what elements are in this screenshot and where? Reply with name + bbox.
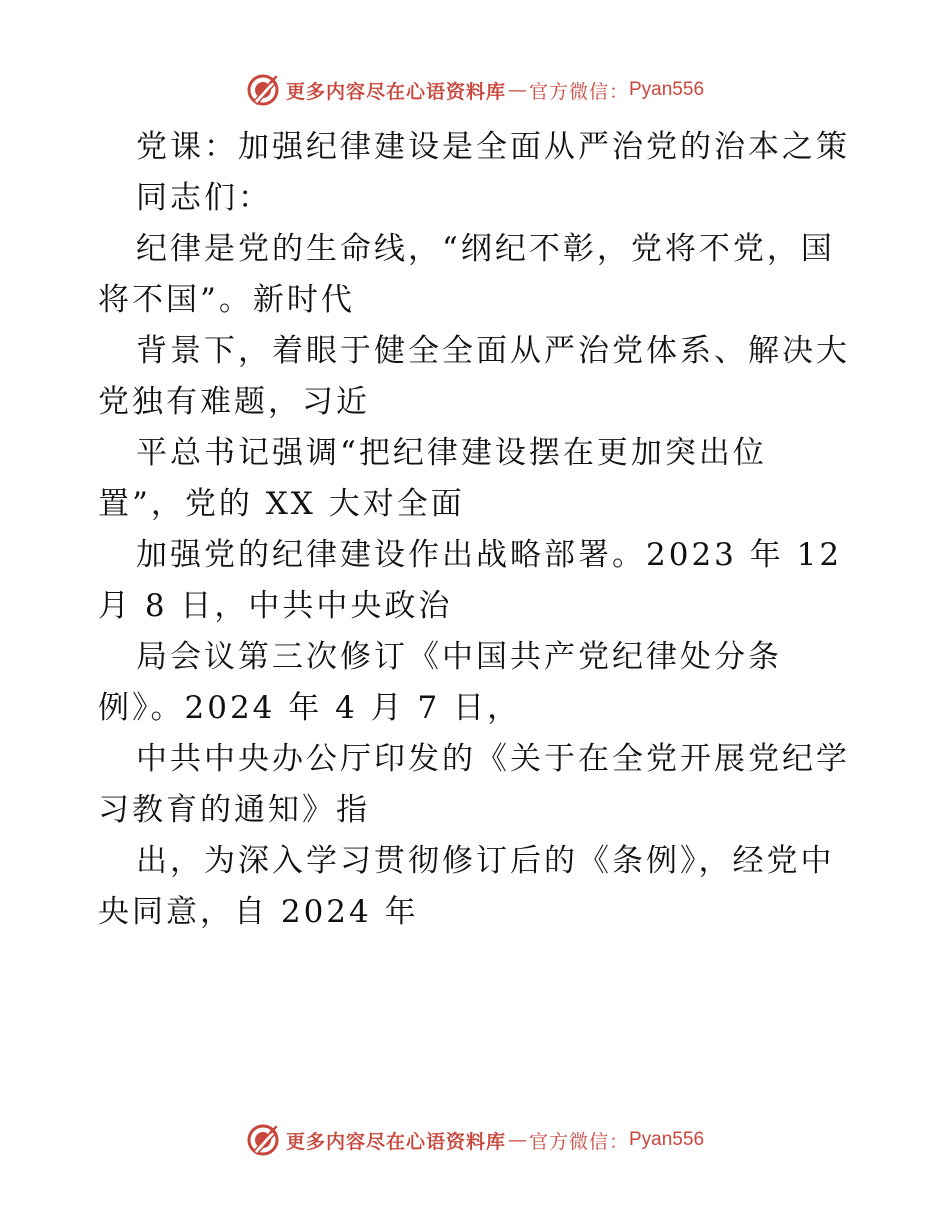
watermark-brand: 更多内容尽在心语资料库 — [285, 80, 506, 103]
paragraph-line: 中共中央办公厅印发的《关于在全党开展党纪学 — [136, 741, 850, 777]
paragraph-line: 纪律是党的生命线，“纲纪不彰，党将不党，国 — [136, 231, 835, 267]
paragraph-line: 平总书记强调“把纪律建设摆在更加突出位 — [136, 435, 767, 471]
paragraph-line: 央同意，自 2024 年 — [98, 894, 419, 930]
document-body — [98, 122, 858, 938]
paragraph-line: 月 8 日，中共中央政治 — [98, 588, 453, 624]
footer-watermark — [0, 1120, 950, 1160]
paragraph-line: 加强党的纪律建设作出战略部署。2023 年 12 — [136, 537, 843, 573]
paragraph-line: 将不国”。新时代 — [98, 282, 355, 318]
paragraph-line: 习教育的通知》指 — [98, 792, 370, 828]
paragraph-line: 置”，党的 XX 大对全面 — [98, 486, 465, 522]
pen-logo-icon — [246, 73, 280, 107]
watermark-wechat-id: Pyan556 — [629, 79, 705, 100]
paragraph-line: 例》。2024 年 4 月 7 日， — [98, 690, 522, 726]
paragraph-line: 出，为深入学习贯彻修订后的《条例》，经党中 — [136, 843, 835, 879]
document-title: 党课：加强纪律建设是全面从严治党的治本之策 — [136, 129, 850, 165]
paragraph-line: 背景下，着眼于健全全面从严治党体系、解决大 — [136, 333, 850, 369]
paragraph-line: 党独有难题，习近 — [98, 384, 370, 420]
paragraph-line: 局会议第三次修订《中国共产党纪律处分条 — [136, 639, 782, 675]
watermark-wechat-id: Pyan556 — [629, 1129, 705, 1150]
paragraph-line: 同志们： — [136, 180, 272, 216]
watermark-wechat-label: 官方微信： — [528, 1130, 629, 1153]
watermark-dash: — — [507, 1129, 527, 1151]
watermark-wechat-label: 官方微信： — [528, 80, 629, 103]
header-watermark — [0, 70, 950, 110]
pen-logo-icon — [246, 1123, 280, 1157]
watermark-dash: — — [507, 79, 527, 101]
watermark-brand: 更多内容尽在心语资料库 — [285, 1130, 506, 1153]
